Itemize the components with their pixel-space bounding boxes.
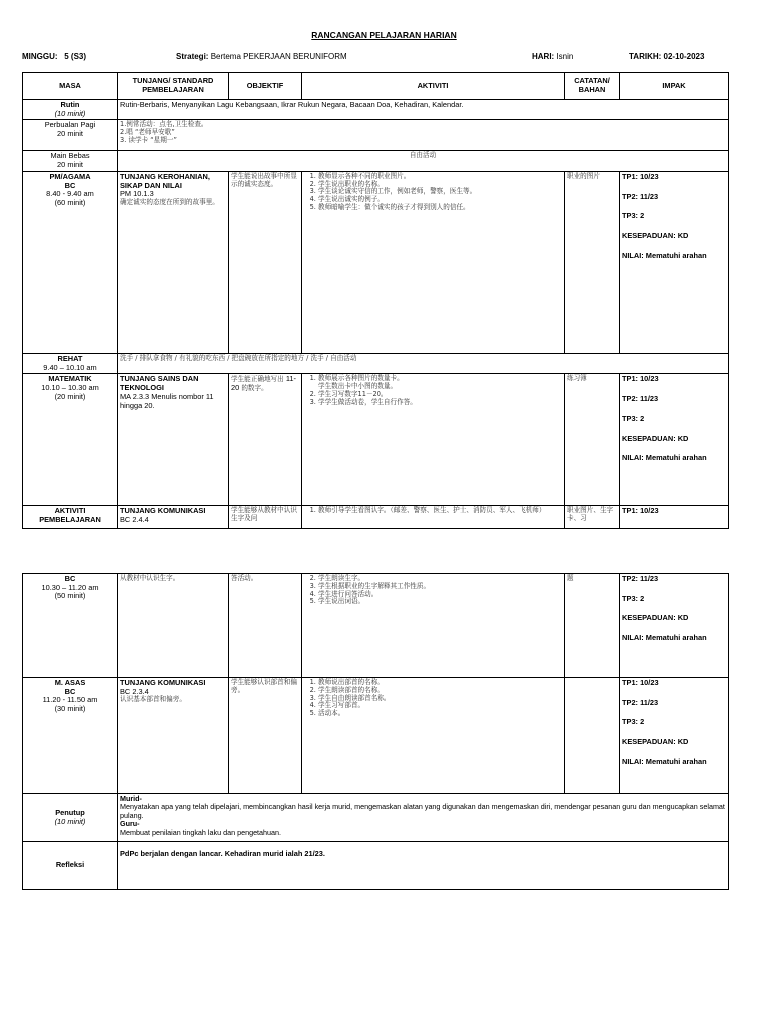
header-row: [23, 73, 729, 100]
col-catatan: CATATAN/ BAHAN: [565, 73, 620, 100]
main-bebas-text: 自由活动: [118, 151, 729, 171]
bc-masa: BC 10.30 – 11.20 am (50 minit): [23, 574, 118, 678]
lesson-plan-table-2: [22, 573, 729, 890]
aktiviti-pembelajaran-impak: TP1: 10/23: [620, 506, 729, 529]
col-impak: IMPAK: [620, 73, 729, 100]
bc-continued-row: [23, 574, 729, 678]
penutup-row: [23, 794, 729, 842]
col-aktiviti: AKTIVITI: [302, 73, 565, 100]
lesson-plan-table-1: [22, 72, 729, 529]
m-asas-masa: M. ASAS BC 11.20 - 11.50 am (30 minit): [23, 678, 118, 794]
m-asas-row: [23, 678, 729, 794]
col-masa: MASA: [23, 73, 118, 100]
matematik-impak: TP1: 10/23 TP2: 11/23 TP3: 2 KESEPADUAN: KD NILAI: Mematuhi arahan: [620, 374, 729, 506]
col-objektif: OBJEKTIF: [229, 73, 302, 100]
hari-field: HARI: Isnin: [532, 52, 574, 61]
rutin-masa: Rutin (10 minit): [23, 100, 118, 120]
perbualan-activities: 1.例常活动：点名,卫生检查。 2.唱 “老师早安歌” 3. 读学卡 “星期一”: [118, 120, 729, 151]
aktiviti-pembelajaran-aktiviti: 1. 教师引导学生看图认字。（邮差、警察、医生、护士、消防员、军人、飞机师）: [302, 506, 565, 529]
m-asas-impak: TP1: 10/23 TP2: 11/23 TP3: 2 KESEPADUAN: KD NILAI: Mematuhi arahan: [620, 678, 729, 794]
rehat-masa: REHAT 9.40 – 10.10 am: [23, 353, 118, 373]
bc-impak: TP2: 11/23 TP3: 2 KESEPADUAN: KD NILAI: Mematuhi arahan: [620, 574, 729, 678]
rehat-text: 洗手 / 排队拿食物 / 有礼貌的吃东西 / 把盘碗放在所指定的地方 / 洗手 / 自由活动: [118, 353, 729, 373]
aktiviti-pembelajaran-masa: AKTIVITI PEMBELAJARAN: [23, 506, 118, 529]
refleksi-text: PdPc berjalan dengan lancar. Kehadiran murid ialah 21/23.: [118, 842, 729, 890]
matematik-row: [23, 374, 729, 506]
penutup-masa: Penutup (10 minit): [23, 794, 118, 842]
aktiviti-pembelajaran-tunjang: TUNJANG KOMUNIKASI BC 2.4.4: [118, 506, 229, 529]
m-asas-tunjang: TUNJANG KOMUNIKASI BC 2.3.4 认识基本部首和偏旁。: [118, 678, 229, 794]
page-title: RANCANGAN PELAJARAN HARIAN: [311, 30, 457, 40]
matematik-objektif: 学生能正确地写出 11-20 的数字。: [229, 374, 302, 506]
bc-aktiviti: 2. 学生朗读生字。 3. 学生根据职业的生字解释其工作性质。 4. 学生进行问答活动。 5. 学生说出词语。: [302, 574, 565, 678]
m-asas-objektif: 学生能够认识部首和偏旁。: [229, 678, 302, 794]
pm-impak: TP1: 10/23 TP2: 11/23 TP3: 2 KESEPADUAN: KD NILAI: Mematuhi arahan: [620, 171, 729, 353]
tarikh-field: TARIKH: 02-10-2023: [629, 52, 705, 61]
main-bebas-masa: Main Bebas 20 minit: [23, 151, 118, 171]
minggu-field: MINGGU: 5 (S3): [22, 52, 87, 61]
pm-tunjang: TUNJANG KEROHANIAN, SIKAP DAN NILAI PM 10.1.3 确定诚实的态度在所到的故事里。: [118, 171, 229, 353]
matematik-masa: MATEMATIK 10.10 – 10.30 am (20 minit): [23, 374, 118, 506]
rehat-row: [23, 353, 729, 373]
matematik-catatan: 练习簿: [565, 374, 620, 506]
m-asas-catatan: [565, 678, 620, 794]
refleksi-masa: Refleksi: [23, 842, 118, 890]
penutup-text: Murid- Menyatakan apa yang telah dipelajari, membincangkan hasil kerja murid, mengemaskan alatan yang digunakan dan mengemaskan diri, mendengar pesanan guru dan mengucapkan selamat pulang. Guru- Membuat penilaian tingkah laku dan pengetahuan.: [118, 794, 729, 842]
perbualan-row: [23, 120, 729, 151]
bc-tunjang: 从教材中认识生字。: [118, 574, 229, 678]
pm-aktiviti: 1. 教师显示各种不同的职业图片。 2. 学生说出职业的名称。 3. 学生谈论诚实守信的工作，例如老师，警察，医生等。 4. 学生说出诚实的例子。 5. 教师暗喻学生：做个诚实的孩子才得到别人的信任。: [302, 171, 565, 353]
aktiviti-pembelajaran-row: [23, 506, 729, 529]
strategi-field: Strategi: Bertema PEKERJAAN BERUNIFORM: [176, 52, 347, 61]
pm-row: [23, 171, 729, 353]
m-asas-aktiviti: 1. 教师说出部首的名称。 2. 学生朗读部首的名称。 3. 学生自由朗读部首名称。 4. 学生习写部首。 5. 活动本。: [302, 678, 565, 794]
bc-catatan: 题: [565, 574, 620, 678]
matematik-aktiviti: 1. 教师展示各种图片的数量卡。 学生数出卡中小图的数量。 2. 学生习写数字11－20。 3. 学学生做活动卷，学生自行作答。: [302, 374, 565, 506]
pm-objektif: 学生能说出故事中所显示的诚实态度。: [229, 171, 302, 353]
col-tunjang: TUNJANG/ STANDARD PEMBELAJARAN: [118, 73, 229, 100]
refleksi-row: [23, 842, 729, 890]
matematik-tunjang: TUNJANG SAINS DAN TEKNOLOGI MA 2.3.3 Menulis nombor 11 hingga 20.: [118, 374, 229, 506]
main-bebas-row: [23, 151, 729, 171]
pm-masa: PM/AGAMA BC 8.40 - 9.40 am (60 minit): [23, 171, 118, 353]
aktiviti-pembelajaran-objektif: 学生能够从教材中认识生字及问: [229, 506, 302, 529]
rutin-text: Rutin-Berbaris, Menyanyikan Lagu Kebangsaan, Ikrar Rukun Negara, Bacaan Doa, Kehadiran, Kalendar.: [118, 100, 729, 120]
rutin-row: [23, 100, 729, 120]
aktiviti-pembelajaran-catatan: 职业图片、生字卡、习: [565, 506, 620, 529]
perbualan-masa: Perbualan Pagi 20 minit: [23, 120, 118, 151]
bc-objektif: 答活动。: [229, 574, 302, 678]
pm-catatan: 职业的图片: [565, 171, 620, 353]
